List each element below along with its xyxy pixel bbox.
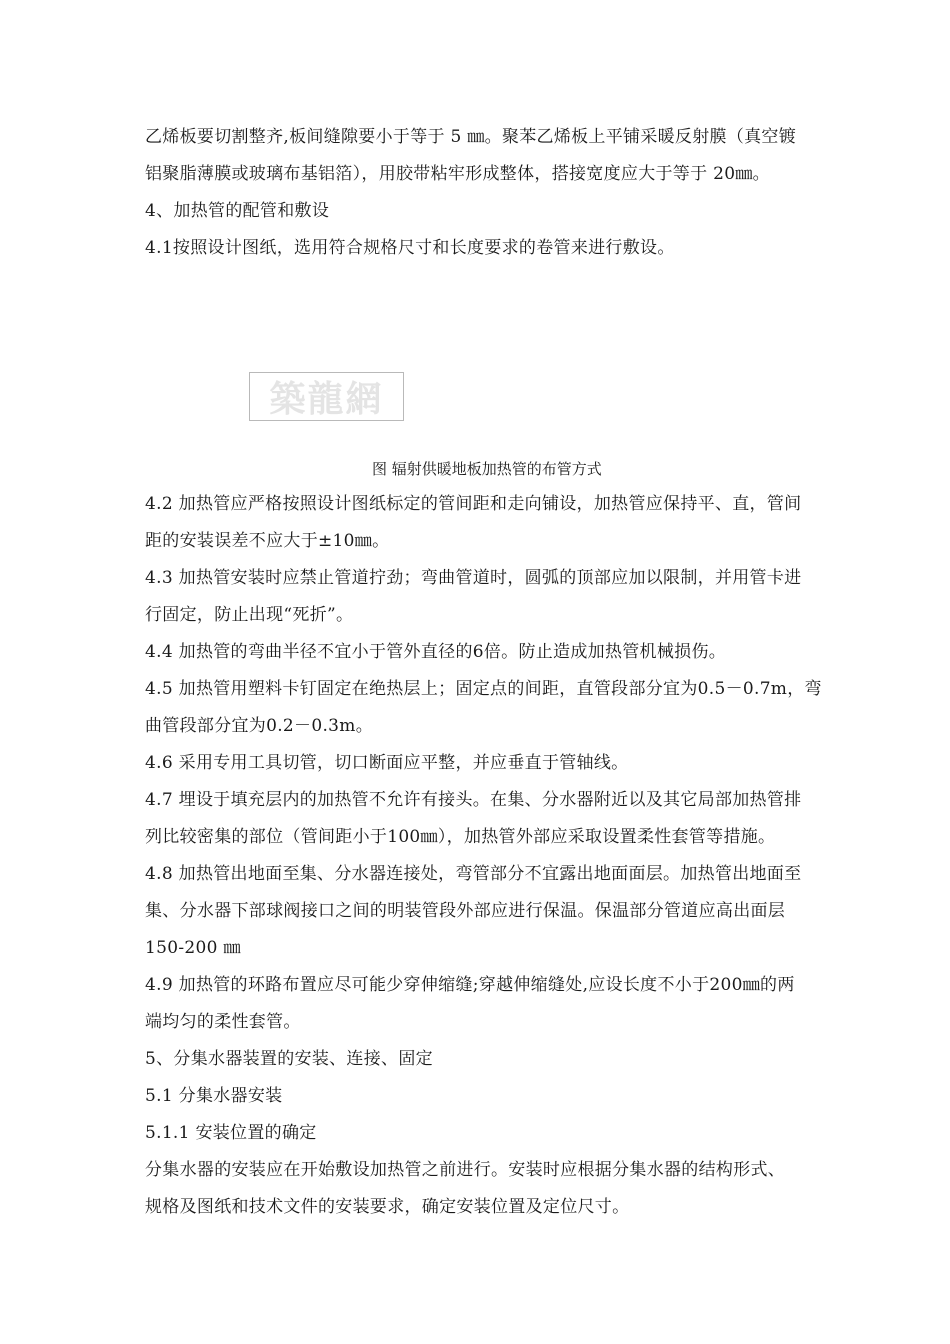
paragraph-line: 4.3 加热管安装时应禁止管道拧劲；弯曲管道时，圆弧的顶部应加以限制，并用管卡进 [145,568,802,588]
paragraph-line: 铝聚脂薄膜或玻璃布基铝箔），用胶带粘牢形成整体，搭接宽度应大于等于 20㎜。 [145,164,770,184]
paragraph-line: 4.4 加热管的弯曲半径不宜小于管外直径的6倍。防止造成加热管机械损伤。 [145,642,727,662]
paragraph-line: 分集水器的安装应在开始敷设加热管之前进行。安装时应根据分集水器的结构形式、 [145,1160,786,1180]
paragraph-line: 4.6 采用专用工具切管，切口断面应平整，并应垂直于管轴线。 [145,753,629,773]
paragraph-line: 4.2 加热管应严格按照设计图纸标定的管间距和走向铺设，加热管应保持平、直，管间 [145,494,802,514]
paragraph-line: 4.1按照设计图纸，选用符合规格尺寸和长度要求的卷管来进行敷设。 [145,238,675,258]
paragraph-line: 行固定，防止出现“死折”。 [145,605,354,625]
subsection-heading: 5.1 分集水器安装 [145,1086,283,1106]
paragraph-line: 4.9 加热管的环路布置应尽可能少穿伸缩缝;穿越伸缩缝处,应设长度不小于200㎜的两 [145,975,795,995]
paragraph-line: 端均匀的柔性套管。 [145,1012,301,1032]
figure-caption: 图 辐射供暖地板加热管的布管方式 [372,460,602,478]
paragraph-line: 150-200 ㎜ [145,938,241,958]
paragraph-line: 曲管段部分宜为0.2－0.3m。 [145,716,373,736]
paragraph-line: 4.5 加热管用塑料卡钉固定在绝热层上；固定点的间距，直管段部分宜为0.5－0.7m，弯 [145,679,822,699]
paragraph-line: 规格及图纸和技术文件的安装要求，确定安装位置及定位尺寸。 [145,1197,630,1217]
paragraph-line: 4.7 埋设于填充层内的加热管不允许有接头。在集、分水器附近以及其它局部加热管排 [145,790,802,810]
paragraph-line: 4.8 加热管出地面至集、分水器连接处，弯管部分不宜露出地面面层。加热管出地面至 [145,864,802,884]
paragraph-line: 乙烯板要切割整齐,板间缝隙要小于等于 5 ㎜。聚苯乙烯板上平铺采暖反射膜（真空镀 [145,127,797,147]
paragraph-line: 距的安装误差不应大于±10㎜。 [145,531,390,551]
paragraph-line: 列比较密集的部位（管间距小于100㎜），加热管外部应采取设置柔性套管等措施。 [145,827,776,847]
subsection-heading: 5.1.1 安装位置的确定 [145,1123,317,1143]
watermark-logo: 築龍網 [249,372,404,421]
section-heading: 5、分集水器装置的安装、连接、固定 [145,1049,433,1069]
paragraph-line: 集、分水器下部球阀接口之间的明装管段外部应进行保温。保温部分管道应高出面层 [145,901,786,921]
section-heading: 4、加热管的配管和敷设 [145,201,330,221]
